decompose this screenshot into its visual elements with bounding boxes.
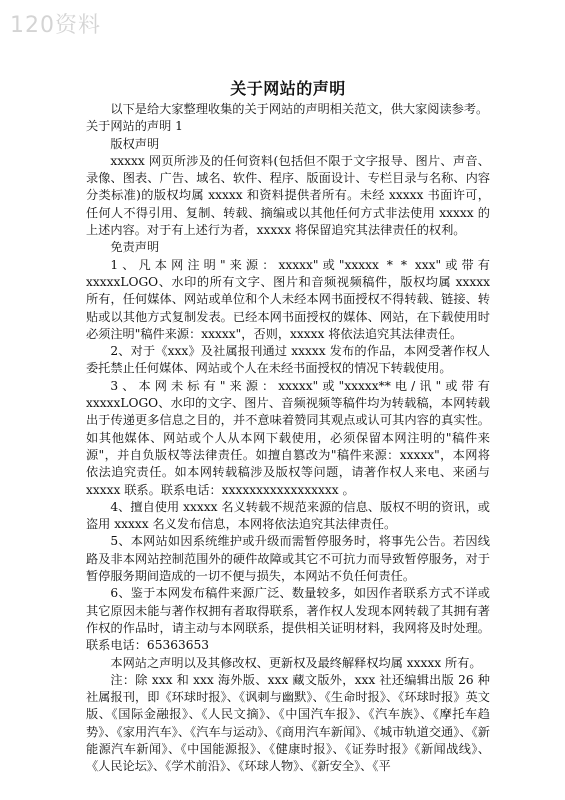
- paragraph: 注：除 xxx 和 xxx 海外版、xxx 藏文版外，xxx 社还编辑出版 26 种社属报刊，即《环球时报》、《讽刺与幽默》、《生命时报》、《环球时报》英文版、《国际金融报》、《人民文摘》、《中国汽车报》、《汽车族》、《摩托车趋势》、《家用汽车》、《汽车与运动》、《商用汽车新闻》、《城市轨道交通》、《新能源汽车新闻》、《中国能源报》、《健康时报》、《证券时报》《新闻战线》、《人民论坛》、《学术前沿》、《环球人物》、《新安全》、《平: [86, 672, 490, 774]
- paragraph-list: [86, 101, 490, 776]
- document-title: 关于网站的声明: [230, 79, 346, 98]
- paragraph: 版权声明: [110, 136, 160, 151]
- paragraph: 4、擅自使用 xxxxx 名义转载不规范来源的信息、版权不明的资讯，或盗用 xxxxx 名义发布信息，本网将依法追究其法律责任。: [86, 499, 490, 532]
- watermark-logo: 120资料: [10, 13, 101, 38]
- paragraph: 以下是给大家整理收集的关于网站的声明相关范文，供大家阅读参考。: [110, 102, 489, 116]
- document-body: [86, 78, 490, 776]
- paragraph: 本网站之声明以及其修改权、更新权及最终解释权均属 xxxxx 所有。: [110, 655, 482, 670]
- paragraph: 2、对于《xxx》及社属报刊通过 xxxxx 发布的作品，本网受著作权人委托禁止任何媒体、网站或个人在未经书面授权的情况下转载使用。: [86, 344, 490, 376]
- paragraph: 5、本网站如因系统维护或升级而需暂停服务时，将事先公告。若因线路及非本网站控制范围外的硬件故障或其它不可抗力而导致暂停服务，对于暂停服务期间造成的一切不便与损失，本网站不负任何责任。: [86, 534, 490, 584]
- paragraph: 6、鉴于本网发布稿件来源广泛、数量较多，如因作者联系方式不详或其它原因未能与著作权拥有者取得联系，著作权人发现本网转载了其拥有著作权的作品时，请主动与本网联系，提供相关证明材料，我网将及时处理。联系电话：65363653: [86, 586, 490, 653]
- paragraph: 1、凡本网注明"来源：xxxxx"或"xxxxx * * xxx"或带有 xxxxxLOGO、水印的所有文字、图片和音频视频稿件，版权均属 xxxxx 所有，任何媒体、网站或单位和个人未经本网书面授权不得转载、链接、转贴或以其他方式复制发表。已经本网书面授权的媒体、网站，在下载使用时必须注明"稿件来源：xxxxx"，否则，xxxxx 将依法追究其法律责任。: [86, 257, 490, 341]
- paragraph: 3、本网未标有"来源：xxxxx"或"xxxxx**电/讯"或带有 xxxxxLOGO、水印的文字、图片、音频视频等稿件均为转载稿，本网转载出于传递更多信息之目的，并不意味着赞同其观点或认可其内容的真实性。如其他媒体、网站或个人从本网下载使用，必须保留本网注明的"稿件来源"，并自负版权等法律责任。如擅自篡改为"稿件来源：xxxxx"，本网将依法追究责任。如本网转载稿涉及版权等问题，请著作权人来电、来函与 xxxxx 联系。联系电话：xxxxxxxxxxxxxxxxx 。: [86, 378, 490, 497]
- paragraph: 免责声明: [110, 240, 160, 255]
- paragraph: xxxxx 网页所涉及的任何资料(包括但不限于文字报导、图片、声音、录像、图表、广告、域名、软件、程序、版面设计、专栏目录与名称、内容分类标准)的版权均属 xxxxx 和资料提供者所有。未经 xxxxx 书面许可，任何人不得引用、复制、转载、摘编或以其他任何方式非法使用 xxxxx 的上述内容。对于有上述行为者，xxxxx 将保留追究其法律责任的权利。: [86, 153, 490, 238]
- paragraph: 关于网站的声明 1: [86, 119, 183, 134]
